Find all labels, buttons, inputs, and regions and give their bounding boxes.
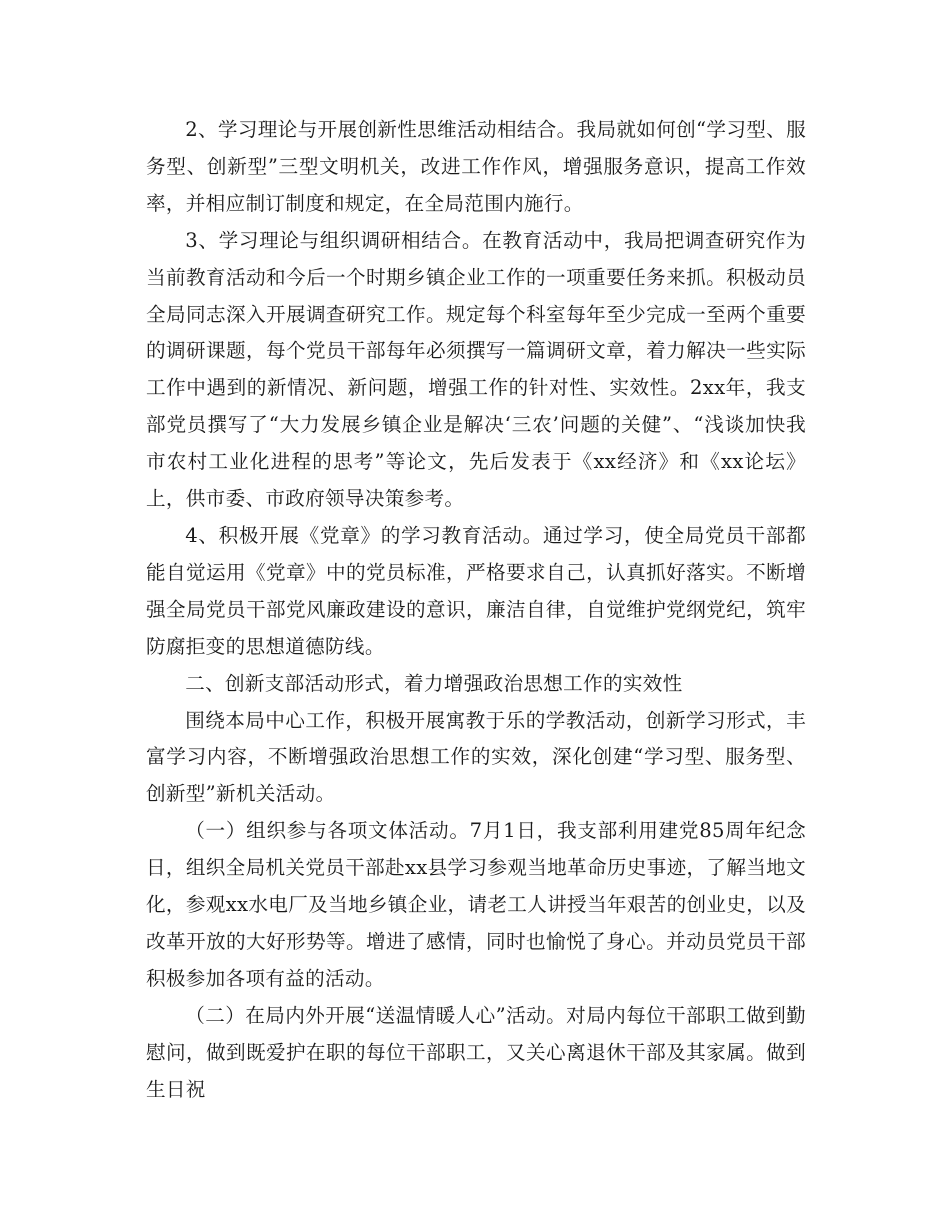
- paragraph-section-intro: 围绕本局中心工作，积极开展寓教于乐的学教活动，创新学习形式，丰富学习内容，不断增强政治思想工作的实效，深化创建“学习型、服务型、创新型”新机关活动。: [146, 708, 806, 806]
- paragraph-cultural-activities: （一）组织参与各项文体活动。7月1日，我支部利用建党85周年纪念日，组织全局机关党员干部赴xx县学习参观当地革命历史事迹，了解当地文化，参观xx水电厂及当地乡镇企业，请老工人讲授当年艰苦的创业史，以及改革开放的大好形势等。增进了感情，同时也愉悦了身心。并动员党员干部积极参加各项有益的活动。: [146, 819, 806, 990]
- paragraph-study-research: 3、学习理论与组织调研相结合。在教育活动中，我局把调查研究作为当前教育活动和今后一个时期乡镇企业工作的一项重要任务来抓。积极动员全局同志深入开展调查研究工作。规定每个科室每年至少完成一至两个重要的调研课题，每个党员干部每年必须撰写一篇调研文章，着力解决一些实际工作中遇到的新情况、新问题，增强工作的针对性、实效性。2xx年，我支部党员撰写了“大力发展乡镇企业是解决‘三农’问题的关健”、“浅谈加快我市农村工业化进程的思考”等论文，先后发表于《xx经济》和《xx论坛》上，供市委、市政府领导决策参考。: [146, 228, 806, 511]
- paragraph-warmth-activity: （二）在局内外开展“送温情暖人心”活动。对局内每位干部职工做到勤慰问，做到既爱护在职的每位干部职工，又关心离退休干部及其家属。做到生日祝: [146, 1003, 806, 1101]
- paragraph-party-constitution: 4、积极开展《党章》的学习教育活动。通过学习，使全局党员干部都能自觉运用《党章》中的党员标准，严格要求自己，认真抓好落实。不断增强全局党员干部党风廉政建设的意识，廉洁自律，自觉维护党纲党纪，筑牢防腐拒变的思想道德防线。: [146, 523, 806, 658]
- paragraph-study-innovation: 2、学习理论与开展创新性思维活动相结合。我局就如何创“学习型、服务型、创新型”三型文明机关，改进工作作风，增强服务意识，提高工作效率，并相应制订制度和规定，在全局范围内施行。: [146, 118, 806, 215]
- document-body: [146, 112, 806, 1108]
- section-heading-innovation: 二、创新支部活动形式，着力增强政治思想工作的实效性: [185, 671, 683, 695]
